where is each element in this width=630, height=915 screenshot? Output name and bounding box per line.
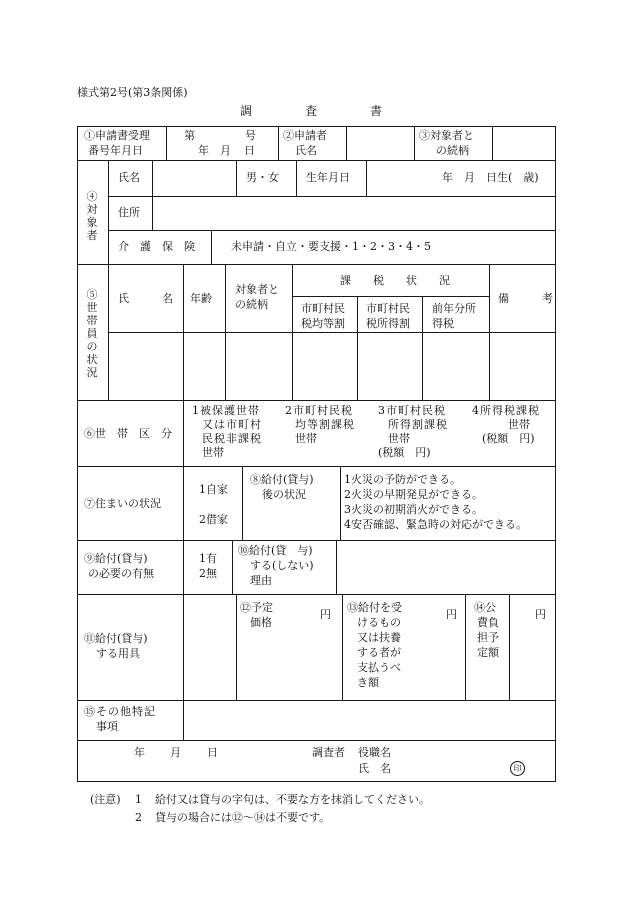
investigator-label: 調査者 [312,746,345,759]
notes-prefix: (注意) [90,793,121,806]
list-item: 4安否確認、緊急時の対応ができる。 [344,518,527,531]
classification-label: ⑥世 帯 区 分 [84,427,172,440]
care-insurance-options[interactable]: 未申請・自立・要支援・1・2・3・4・5 [231,240,431,253]
receipt-dai: 第 [184,129,195,142]
note-1-number: 1 [135,793,142,806]
address-field[interactable] [154,198,552,228]
list-item: 2火災の早期発見ができる。 [344,488,483,501]
applicant-name-field[interactable] [348,128,412,158]
receipt-label-2: 番号年月日 [88,144,143,157]
equipment-label-2: する用具 [96,647,140,660]
address-label: 住所 [118,206,140,219]
household-relation-col-2: の続柄 [235,298,268,311]
applicant-label-2: 氏名 [295,144,317,157]
list-item: 3火災の初期消火ができる。 [344,503,483,516]
planned-price-yen: 円 [320,608,331,621]
classification-option-3[interactable]: 3市町村民税 所得割課税 世帯 (税額 円) [378,404,448,459]
reason-label-2: する(しない) [250,559,314,572]
seal-mark: 印 [510,761,525,776]
necessity-label: ⑨給付(貸与) [84,552,148,565]
household-name-col: 氏 名 [118,292,173,305]
page-title: 調 査 書 [240,104,384,118]
public-burden-yen: 円 [535,608,546,621]
classification-option-2[interactable]: 2市町村民税 均等割課税 世帯 [285,404,355,445]
tax-col-income-2: 税所得割 [366,317,410,330]
receipt-day: 日 [244,144,255,157]
receipt-year: 年 [198,144,209,157]
housing-label: ⑦住まいの状況 [84,497,161,510]
necessity-no[interactable]: 2無 [199,567,217,580]
necessity-label-2: の必要の有無 [88,567,154,580]
classification-option-1[interactable]: 1被保護世帯 又は市町村 民税非課税 世帯 [192,404,262,459]
remarks-col: 備 考 [498,292,553,305]
classification-option-4[interactable]: 4所得税課税 世帯 (税額 円) [472,404,540,445]
tax-col-equal-2: 税均等割 [301,317,345,330]
public-burden-label: ⑭公 費負 担予 定額 [474,601,499,659]
household-age-col: 年齢 [190,292,212,305]
tax-col-prev-2: 得税 [432,317,454,330]
note-1: 給付又は貸与の字句は、不要な方を抹消してください。 [155,793,430,806]
payer-amount-label: ⑬給付を受 けるもの 又は扶養 する者が 支払うべ き額 [347,601,402,689]
tax-status-header: 課 税 状 況 [340,274,450,287]
reason-field[interactable] [338,542,552,592]
receipt-gou: 号 [245,129,256,142]
tax-col-equal: 市町村民 [301,302,345,315]
note-2-number: 2 [135,811,142,824]
other-notes-field[interactable] [185,702,553,738]
form-number: 様式第2号(第3条関係) [77,86,188,99]
tax-col-income: 市町村民 [366,302,410,315]
after-status-list[interactable] [344,472,527,532]
dob-label: 生年月日 [306,171,350,184]
note-2: 貸与の場合には⑫～⑭は不要です。 [155,811,331,824]
other-notes-label: ⑮その他特記 [84,705,156,718]
payer-amount-yen: 円 [446,608,457,621]
position-label: 役職名 [358,746,391,759]
receipt-month: 月 [220,144,231,157]
gender-options[interactable]: 男・女 [246,171,279,184]
household-section-label: ⑤世帯員の状況 [86,288,98,379]
relation-label: ③対象者と [419,129,474,142]
reason-label: ⑩給付(貸 与) [238,544,313,557]
household-relation-col: 対象者と [235,283,279,296]
necessity-yes[interactable]: 1有 [199,552,217,565]
other-notes-label-2: 事項 [96,720,118,733]
list-item: 1火災の予防ができる。 [344,473,461,486]
relation-field[interactable] [494,128,554,158]
subject-name-label: 氏名 [118,171,140,184]
subject-section-label: ④対象者 [86,190,98,242]
relation-label-2: の続柄 [436,144,469,157]
footer-year: 年 [134,746,145,759]
dob-format[interactable]: 年 月 日生( 歳) [442,171,539,184]
housing-rented[interactable]: 2借家 [199,513,228,526]
subject-name-field[interactable] [154,162,234,194]
investigator-name-label: 氏 名 [358,762,391,775]
receipt-label: ①申請書受理 [84,129,150,142]
care-insurance-label: 介 護 保 険 [118,240,195,253]
tax-col-prev: 前年分所 [432,302,476,315]
housing-owned[interactable]: 1自家 [199,483,228,496]
after-status-label: ⑧給付(貸与) [250,473,314,486]
equipment-field[interactable] [185,596,234,698]
footer-month: 月 [170,746,181,759]
applicant-label: ②申請者 [283,129,327,142]
reason-label-3: 理由 [250,574,272,587]
equipment-label: ⑪給付(貸与) [84,632,148,645]
after-status-label-2: 後の状況 [262,488,306,501]
planned-price-label: ⑫予定 [240,601,273,614]
footer-day: 日 [207,746,218,759]
planned-price-label-2: 価格 [250,616,272,629]
